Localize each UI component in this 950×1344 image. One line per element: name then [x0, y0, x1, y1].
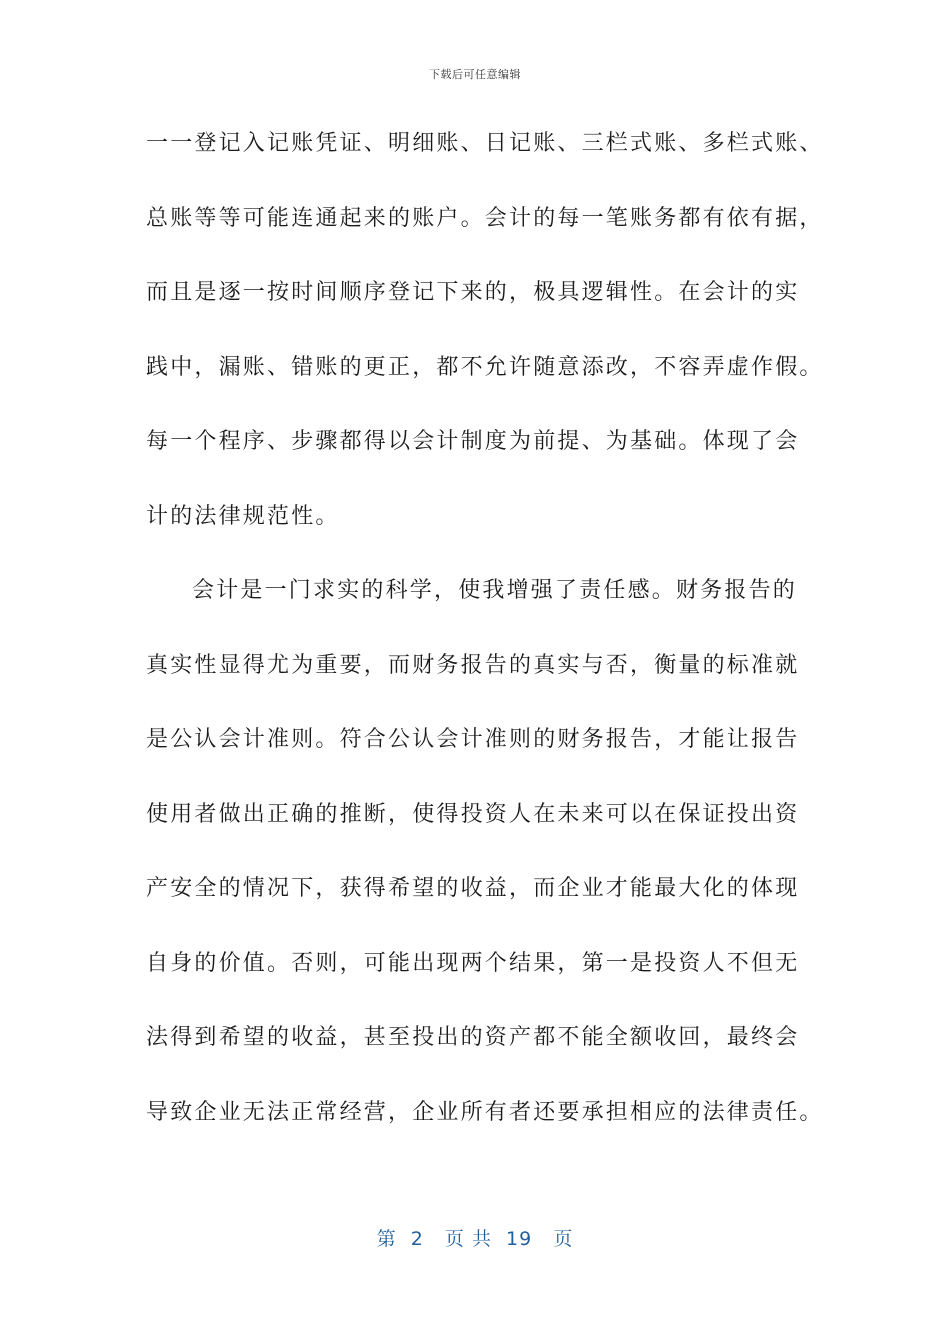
document-body	[146, 125, 824, 1168]
page-number-footer: 第 2 页 共 19 页	[376, 1228, 574, 1250]
text-line: 会计是一门求实的科学，使我增强了责任感。财务报告的	[192, 578, 798, 603]
text-line: 是公认会计准则。符合公认会计准则的财务报告，才能让报告	[146, 727, 800, 752]
text-line: 而且是逐一按时间顺序登记下来的，极具逻辑性。在会计的实	[146, 280, 800, 305]
text-line: 践中，漏账、错账的更正，都不允许随意添改，不容弄虚作假。	[146, 354, 824, 380]
paragraph-2	[146, 572, 824, 1131]
text-line: 产安全的情况下，获得希望的收益，而企业才能最大化的体现	[146, 876, 800, 901]
text-line: 一一登记入记账凭证、明细账、日记账、三栏式账、多栏式账、	[146, 131, 824, 156]
text-line: 法得到希望的收益，甚至投出的资产都不能全额收回，最终会	[146, 1025, 800, 1050]
text-line: 每一个程序、步骤都得以会计制度为前提、为基础。体现了会	[146, 429, 800, 454]
text-line: 计的法律规范性。	[146, 503, 340, 529]
text-line: 自身的价值。否则，可能出现两个结果，第一是投资人不但无	[146, 950, 800, 976]
paragraph-1	[146, 125, 824, 535]
text-line: 导致企业无法正常经营，企业所有者还要承担相应的法律责任。	[146, 1099, 824, 1125]
text-line: 使用者做出正确的推断，使得投资人在未来可以在保证投出资	[146, 801, 800, 827]
text-line: 真实性显得尤为重要，而财务报告的真实与否，衡量的标准就	[146, 652, 800, 678]
text-line: 总账等等可能连通起来的账户。会计的每一笔账务都有依有据，	[146, 205, 824, 231]
page-header: 下载后可任意编辑	[429, 68, 521, 81]
